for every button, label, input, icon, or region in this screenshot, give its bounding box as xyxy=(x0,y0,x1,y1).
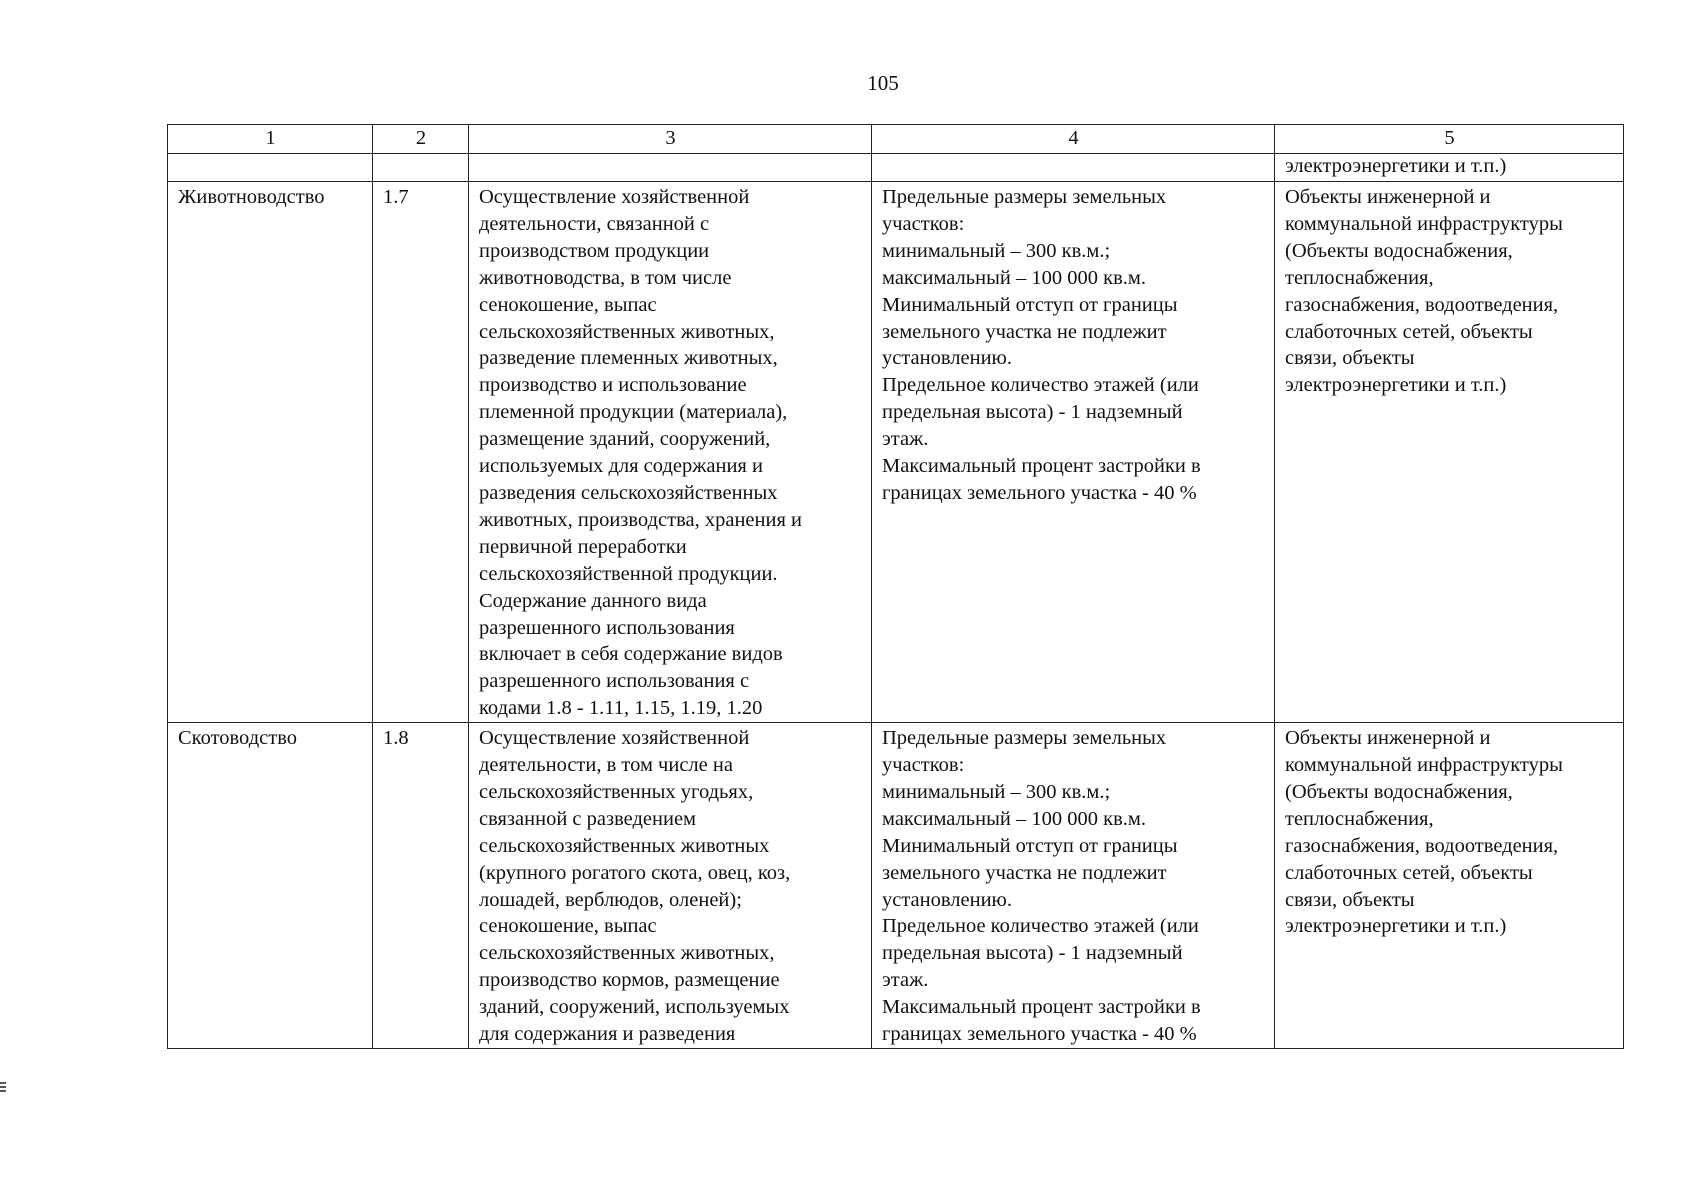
carry-over-cell-4 xyxy=(872,154,1275,182)
land-use-parameters: Предельные размеры земельных участков: минимальный – 300 кв.м.; максимальный – 100 000 кв.м. Минимальный отступ от границы земельного участка не подлежит установлению. Предельное количество этажей (или предельная высота) - 1 надземный этаж. Максимальный процент застройки в границах земельного участка - 40 % xyxy=(872,182,1275,723)
land-use-parameters: Предельные размеры земельных участков: минимальный – 300 кв.м.; максимальный – 100 000 кв.м. Минимальный отступ от границы земельного участка не подлежит установлению. Предельное количество этажей (или предельная высота) - 1 надземный этаж. Максимальный процент застройки в границах земельного участка - 40 % xyxy=(872,723,1275,1049)
column-number-4: 4 xyxy=(872,125,1275,154)
carry-over-row xyxy=(168,154,1624,182)
land-use-table xyxy=(167,124,1624,1049)
table-row xyxy=(168,182,1624,723)
carry-over-cell-2 xyxy=(373,154,469,182)
land-use-code: 1.7 xyxy=(373,182,469,723)
land-use-objects: Объекты инженерной и коммунальной инфраструктуры (Объекты водоснабжения, теплоснабжения, газоснабжения, водоотведения, слаботочных сетей, объекты связи, объекты электроэнергетики и т.п.) xyxy=(1275,723,1624,1049)
page-number: 105 xyxy=(867,71,899,95)
table-row xyxy=(168,723,1624,1049)
land-use-name: Животноводство xyxy=(168,182,373,723)
carry-over-cell-5: электроэнергетики и т.п.) xyxy=(1275,154,1624,182)
land-use-description: Осуществление хозяйственной деятельности, связанной с производством продукции животноводства, в том числе сенокошение, выпас сельскохозяйственных животных, разведение племенных животных, производство и использование племенной продукции (материала), размещение зданий, сооружений, используемых для содержания и разведения сельскохозяйственных животных, производства, хранения и первичной переработки сельскохозяйственной продукции. Содержание данного вида разрешенного использования включает в себя содержание видов разрешенного использования с кодами 1.8 - 1.11, 1.15, 1.19, 1.20 xyxy=(469,182,872,723)
left-edge-mark xyxy=(0,1082,6,1084)
left-edge-mark xyxy=(0,1090,6,1092)
land-use-code: 1.8 xyxy=(373,723,469,1049)
column-number-1: 1 xyxy=(168,125,373,154)
column-number-2: 2 xyxy=(373,125,469,154)
land-use-objects: Объекты инженерной и коммунальной инфраструктуры (Объекты водоснабжения, теплоснабжения, газоснабжения, водоотведения, слаботочных сетей, объекты связи, объекты электроэнергетики и т.п.) xyxy=(1275,182,1624,723)
column-number-3: 3 xyxy=(469,125,872,154)
land-use-name: Скотоводство xyxy=(168,723,373,1049)
column-number-row xyxy=(168,125,1624,154)
carry-over-cell-1 xyxy=(168,154,373,182)
left-edge-mark xyxy=(0,1086,6,1088)
column-number-5: 5 xyxy=(1275,125,1624,154)
land-use-description: Осуществление хозяйственной деятельности, в том числе на сельскохозяйственных угодьях, связанной с разведением сельскохозяйственных животных (крупного рогатого скота, овец, коз, лошадей, верблюдов, оленей); сенокошение, выпас сельскохозяйственных животных, производство кормов, размещение зданий, сооружений, используемых для содержания и разведения xyxy=(469,723,872,1049)
carry-over-cell-3 xyxy=(469,154,872,182)
